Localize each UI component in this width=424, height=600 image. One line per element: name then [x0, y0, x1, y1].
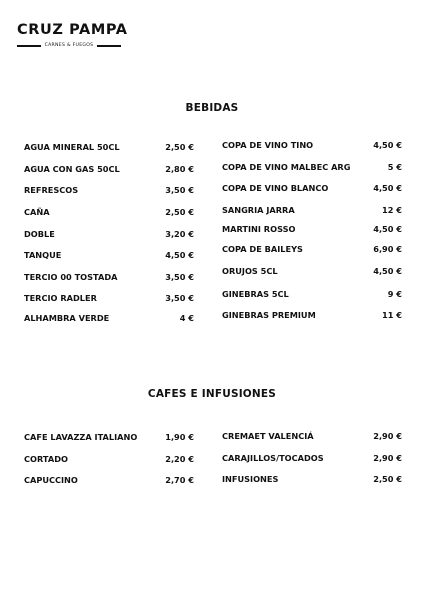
menu-item-name: INFUSIONES: [222, 474, 279, 484]
tagline-rule-right: [97, 45, 121, 46]
menu-item-price: 2,20 €: [165, 454, 194, 464]
menu-item-name: CREMAET VALENCIÁ: [222, 431, 314, 441]
menu-item-name: REFRESCOS: [24, 185, 79, 195]
brand-tagline: CARNES & FUEGOS: [44, 43, 94, 48]
menu-item-price: 9 €: [387, 289, 402, 299]
menu-item-name: COPA DE VINO BLANCO: [222, 183, 329, 193]
menu-item-name: COPA DE BAILEYS: [222, 244, 303, 254]
menu-item-name: CAPUCCINO: [24, 475, 78, 485]
menu-item-name: COPA DE VINO TINO: [222, 140, 314, 150]
menu-item-price: 4,50 €: [165, 250, 194, 260]
menu-item-price: 1,90 €: [165, 432, 194, 442]
menu-item-name: SANGRIA JARRA: [222, 205, 295, 215]
menu-item-name: GINEBRAS 5CL: [222, 289, 289, 299]
menu-item-price: 6,90 €: [373, 244, 402, 254]
menu-item-price: 2,50 €: [373, 474, 402, 484]
menu-item-price: 4,50 €: [373, 266, 402, 276]
menu-item-price: 2,50 €: [165, 207, 194, 217]
menu-item-name: ORUJOS 5CL: [222, 266, 278, 276]
menu-item-price: 2,90 €: [373, 453, 402, 463]
menu-item-price: 2,80 €: [165, 164, 194, 174]
menu-item-name: TANQUE: [24, 250, 62, 260]
menu-item-price: 2,70 €: [165, 475, 194, 485]
brand-name: CRUZ PAMPA: [17, 22, 128, 38]
menu-item-price: 11 €: [382, 310, 402, 320]
menu-item-name: CARAJILLOS/TOCADOS: [222, 453, 324, 463]
menu-item-name: ALHAMBRA VERDE: [24, 313, 110, 323]
menu-item-name: AGUA CON GAS 50CL: [24, 164, 120, 174]
menu-item-price: 3,50 €: [165, 293, 194, 303]
brand-tagline-row: [17, 43, 121, 49]
brand-logo: [17, 22, 128, 49]
menu-item-name: TERCIO 00 TOSTADA: [24, 272, 118, 282]
menu-item-price: 4,50 €: [373, 224, 402, 234]
menu-item-name: CAÑA: [24, 207, 50, 217]
menu-item-name: GINEBRAS PREMIUM: [222, 310, 316, 320]
menu-item-price: 2,90 €: [373, 431, 402, 441]
menu-item-price: 3,50 €: [165, 185, 194, 195]
menu-item-price: 3,20 €: [165, 229, 194, 239]
menu-item-name: DOBLE: [24, 229, 55, 239]
section-title-cafes: CAFES E INFUSIONES: [147, 388, 277, 400]
menu-item-price: 2,50 €: [165, 142, 194, 152]
menu-item-price: 4,50 €: [373, 183, 402, 193]
menu-item-name: CORTADO: [24, 454, 68, 464]
menu-item-price: 4,50 €: [373, 140, 402, 150]
menu-item-price: 4 €: [179, 313, 194, 323]
menu-item-name: TERCIO RADLER: [24, 293, 97, 303]
section-title-bebidas: BEBIDAS: [185, 102, 239, 114]
menu-item-name: AGUA MINERAL 50CL: [24, 142, 120, 152]
menu-item-name: CAFE LAVAZZA ITALIANO: [24, 432, 138, 442]
tagline-rule-left: [17, 45, 41, 46]
menu-item-price: 5 €: [387, 162, 402, 172]
menu-item-name: MARTINI ROSSO: [222, 224, 296, 234]
menu-item-price: 3,50 €: [165, 272, 194, 282]
menu-item-price: 12 €: [382, 205, 402, 215]
menu-item-name: COPA DE VINO MALBEC ARG: [222, 162, 351, 172]
